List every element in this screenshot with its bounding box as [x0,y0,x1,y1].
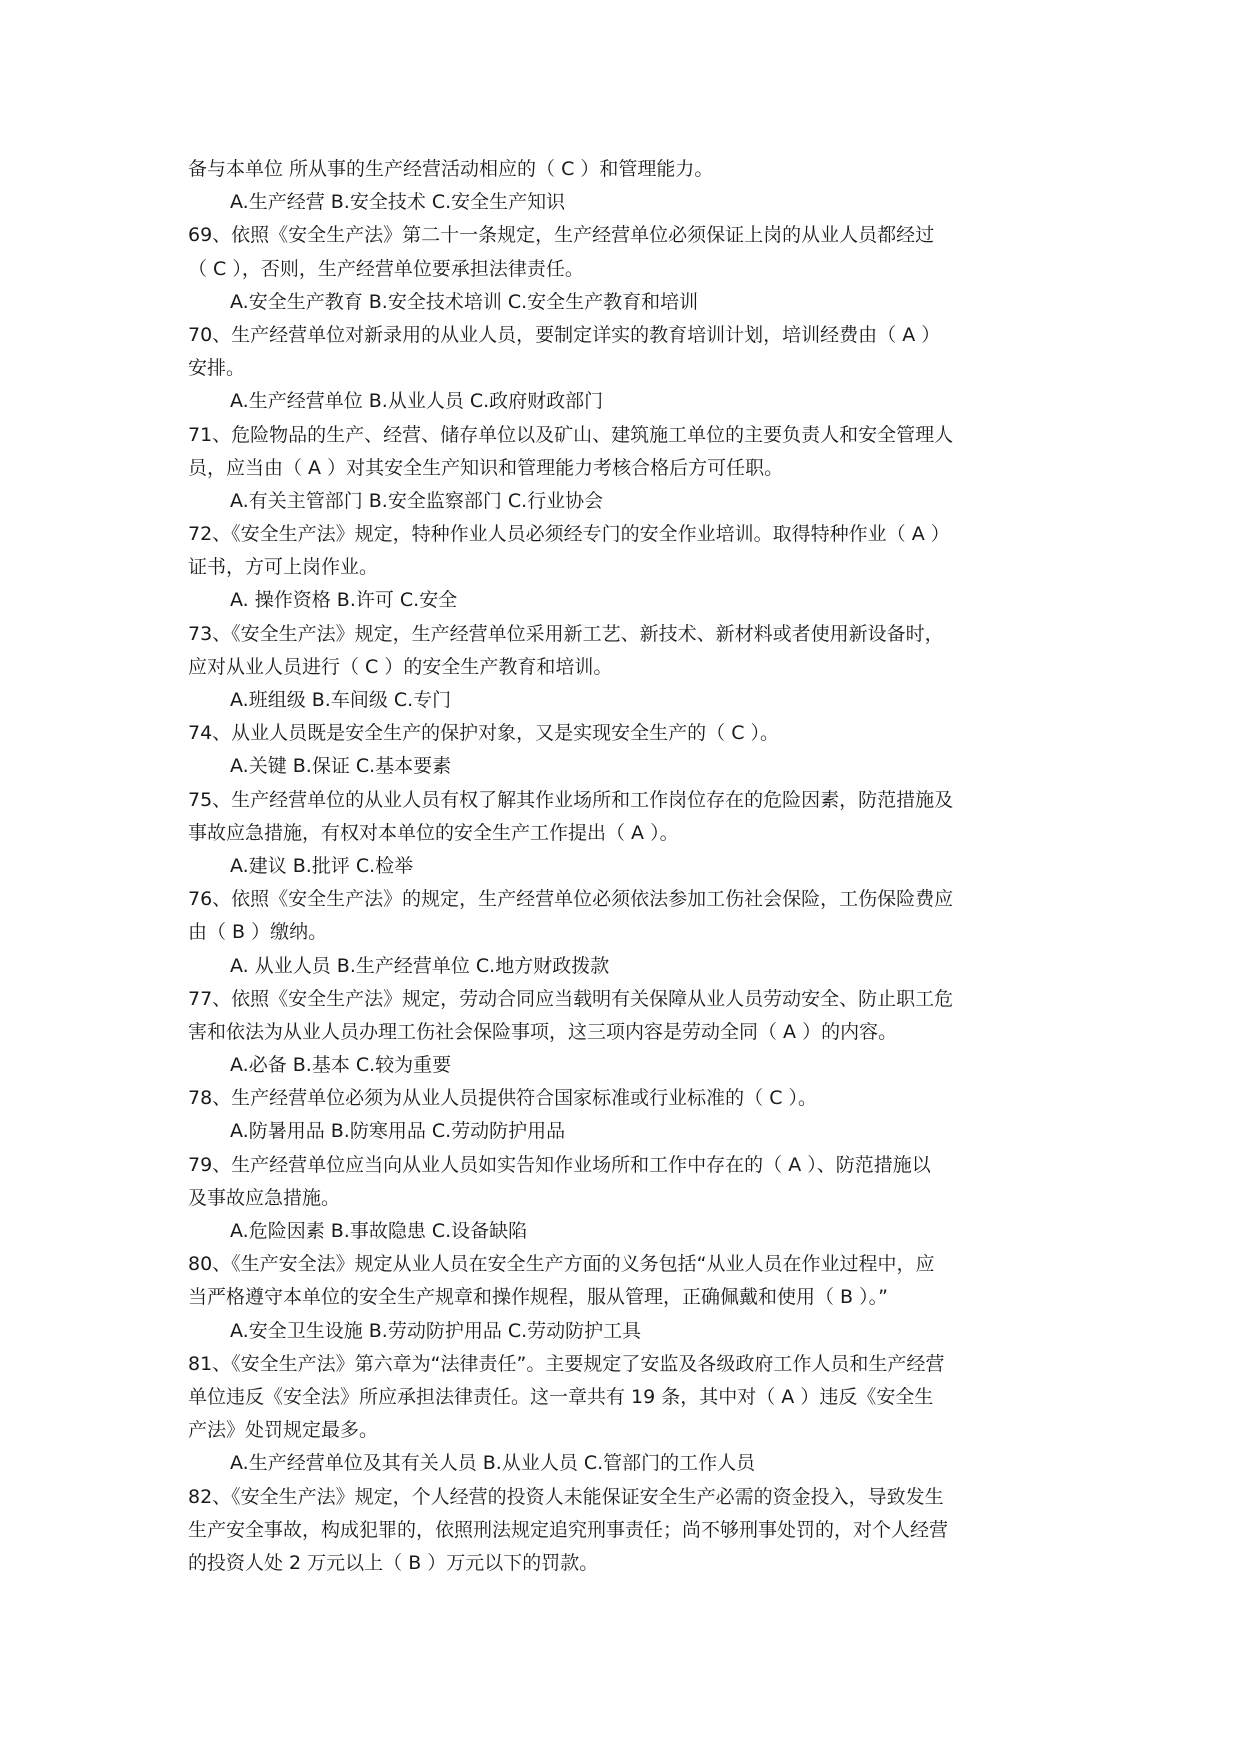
question-text-line: 生产安全事故，构成犯罪的，依照刑法规定追究刑事责任；尚不够刑事处罚的，对个人经营 [188,1518,949,1541]
document-body [188,153,1056,1580]
question-text-line: 78、生产经营单位必须为从业人员提供符合国家标准或行业标准的（ C ）。 [188,1087,818,1110]
question-text-line: 备与本单位 所从事的生产经营活动相应的（ C ）和管理能力。 [188,158,714,180]
question-text-line: 82、《安全生产法》规定，个人经营的投资人未能保证安全生产必需的资金投入，导致发生 [188,1485,944,1508]
question-text-line: 的投资人处 2 万元以上（ B ）万元以下的罚款。 [188,1551,599,1574]
answer-options-line: A. 从业人员 B.生产经营单位 C.地方财政拨款 [230,954,610,977]
answer-options-line: A.有关主管部门 B.安全监察部门 C.行业协会 [230,489,604,512]
question-text-line: 79、生产经营单位应当向从业人员如实告知作业场所和工作中存在的（ A ）、防范措施以 [188,1153,931,1176]
answer-options-line: A.生产经营单位及其有关人员 B.从业人员 C.管部门的工作人员 [230,1452,756,1475]
question-text-line: 72、《安全生产法》规定，特种作业人员必须经专门的安全作业培训。取得特种作业（ A ） [188,523,950,546]
answer-options-line: A.安全生产教育 B.安全技术培训 C.安全生产教育和培训 [230,290,699,313]
question-text-line: 由（ B ）缴纳。 [188,921,328,944]
answer-options-line: A.防暑用品 B.防寒用品 C.劳动防护用品 [230,1120,566,1143]
question-text-line: 75、生产经营单位的从业人员有权了解其作业场所和工作岗位存在的危险因素，防范措施及 [188,788,954,811]
question-text-line: 产法》处罚规定最多。 [188,1419,379,1442]
question-text-line: 70、生产经营单位对新录用的从业人员，要制定详实的教育培训计划，培训经费由（ A ） [188,323,941,346]
answer-options-line: A.危险因素 B.事故隐患 C.设备缺陷 [230,1220,528,1242]
answer-options-line: A.班组级 B.车间级 C.专门 [230,689,452,711]
question-text-line: 69、依照《安全生产法》第二十一条规定，生产经营单位必须保证上岗的从业人员都经过 [188,224,935,247]
question-text-line: 证书，方可上岗作业。 [188,556,379,579]
question-text-line: 74、从业人员既是安全生产的保护对象，又是实现安全生产的（ C ）。 [188,722,780,745]
question-text-line: 事故应急措施，有权对本单位的安全生产工作提出（ A ）。 [188,821,679,844]
answer-options-line: A.安全卫生设施 B.劳动防护用品 C.劳动防护工具 [230,1319,642,1342]
question-text-line: 安排。 [188,357,246,380]
question-text-line: 81、《安全生产法》第六章为“法律责任”。主要规定了安监及各级政府工作人员和生产经营 [188,1352,945,1375]
question-text-line: 80、《生产安全法》规定从业人员在安全生产方面的义务包括“从业人员在作业过程中，应 [188,1253,935,1276]
answer-options-line: A.生产经营单位 B.从业人员 C.政府财政部门 [230,390,604,413]
answer-options-line: A.建议 B.批评 C.检举 [230,854,414,877]
question-text-line: 71、危险物品的生产、经营、储存单位以及矿山、建筑施工单位的主要负责人和安全管理人 [188,423,954,446]
question-text-line: 及事故应急措施。 [188,1186,341,1209]
answer-options-line: A. 操作资格 B.许可 C.安全 [230,589,458,612]
question-text-line: 单位违反《安全法》所应承担法律责任。这一章共有 19 条，其中对（ A ）违反《安全生 [188,1385,934,1408]
answer-options-line: A.必备 B.基本 C.较为重要 [230,1054,452,1077]
question-text-line: 当严格遵守本单位的安全生产规章和操作规程，服从管理，正确佩戴和使用（ B ）。” [188,1286,888,1309]
question-text-line: 害和依法为从业人员办理工伤社会保险事项，这三项内容是劳动全同（ A ）的内容。 [188,1020,898,1043]
answer-options-line: A.关键 B.保证 C.基本要素 [230,755,452,778]
question-text-line: 应对从业人员进行（ C ）的安全生产教育和培训。 [188,655,613,678]
question-text-line: 76、依照《安全生产法》的规定，生产经营单位必须依法参加工伤社会保险，工伤保险费应 [188,888,954,911]
question-text-line: 77、依照《安全生产法》规定，劳动合同应当载明有关保障从业人员劳动安全、防止职工危 [188,987,954,1010]
answer-options-line: A.生产经营 B.安全技术 C.安全生产知识 [230,191,566,214]
question-text-line: 员，应当由（ A ）对其安全生产知识和管理能力考核合格后方可任职。 [188,456,784,479]
question-text-line: （ C ），否则，生产经营单位要承担法律责任。 [188,257,584,280]
question-text-line: 73、《安全生产法》规定，生产经营单位采用新工艺、新技术、新材料或者使用新设备时， [188,622,944,645]
